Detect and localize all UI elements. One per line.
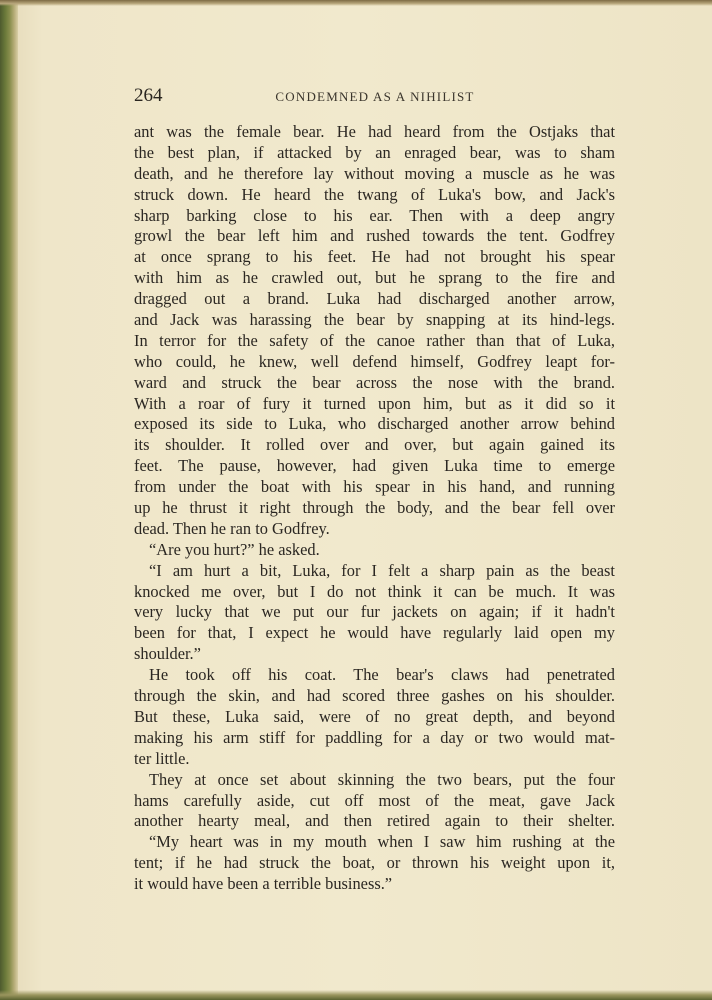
text-line: With a roar of fury it turned upon him, but as it did so it: [134, 393, 615, 413]
book-binding-edge: [0, 0, 18, 1000]
text-line: In terror for the safety of the canoe rather than that of Luka,: [134, 330, 615, 350]
text-line: dead. Then he ran to Godfrey.: [134, 518, 330, 538]
text-line: dragged out a brand. Luka had discharged another arrow,: [134, 289, 615, 309]
text-line: ward and struck the bear across the nose with the brand.: [134, 372, 615, 392]
text-line: growl the bear left him and rushed towards the tent. Godfrey: [134, 226, 615, 246]
text-line: exposed its side to Luka, who discharged another arrow behind: [134, 414, 615, 434]
text-line: very lucky that we put our fur jackets on again; if it hadn't: [134, 602, 615, 622]
text-line: “I am hurt a bit, Luka, for I felt a sharp pain as the beast: [149, 560, 615, 580]
text-line: feet. The pause, however, had given Luka time to emerge: [134, 456, 615, 476]
text-line: ter little.: [134, 748, 190, 768]
text-line: struck down. He heard the twang of Luka's bow, and Jack's: [134, 184, 615, 204]
text-line: knocked me over, but I do not think it can be much. It was: [134, 581, 615, 601]
page-top-edge: [0, 0, 712, 6]
text-line: They at once set about skinning the two bears, put the four: [149, 769, 615, 789]
page-number: 264: [134, 85, 163, 106]
running-head: CONDEMNED AS A NIHILIST: [275, 89, 475, 104]
page-header: [134, 85, 616, 111]
page-bottom-edge: [0, 990, 712, 1000]
text-line: up he thrust it right through the body, and the bear fell over: [134, 498, 615, 518]
text-line: and Jack was harassing the bear by snapping at its hind-legs.: [134, 310, 615, 330]
text-line: it would have been a terrible business.”: [134, 874, 393, 894]
text-line: who could, he knew, well defend himself, Godfrey leapt for-: [134, 351, 615, 371]
text-line: at once sprang to his feet. He had not brought his spear: [134, 247, 615, 267]
text-line: He took off his coat. The bear's claws had penetrated: [149, 665, 615, 685]
text-line: sharp barking close to his ear. Then with a deep angry: [134, 205, 615, 225]
text-line: the best plan, if attacked by an enraged bear, was to sham: [134, 142, 615, 162]
text-line: “Are you hurt?” he asked.: [149, 539, 320, 559]
text-line: ant was the female bear. He had heard from the Ostjaks that: [134, 122, 615, 141]
text-line: another hearty meal, and then retired again to their shelter.: [134, 811, 615, 831]
body-text: [134, 122, 615, 895]
text-line: tent; if he had struck the boat, or thrown his weight upon it,: [134, 853, 615, 873]
text-line: from under the boat with his spear in his hand, and running: [134, 477, 615, 497]
text-line: death, and he therefore lay without moving a muscle as he was: [134, 163, 615, 183]
text-line: its shoulder. It rolled over and over, but again gained its: [134, 435, 615, 455]
text-line: shoulder.”: [134, 644, 201, 664]
text-line: hams carefully aside, cut off most of the meat, gave Jack: [134, 790, 615, 810]
text-line: with him as he crawled out, but he sprang to the fire and: [134, 268, 615, 288]
text-line: been for that, I expect he would have regularly laid open my: [134, 623, 615, 643]
text-line: “My heart was in my mouth when I saw him rushing at the: [149, 832, 615, 852]
text-line: through the skin, and had scored three gashes on his shoulder.: [134, 686, 615, 706]
text-line: But these, Luka said, were of no great depth, and beyond: [134, 706, 615, 726]
text-line: making his arm stiff for paddling for a day or two would mat-: [134, 727, 615, 747]
